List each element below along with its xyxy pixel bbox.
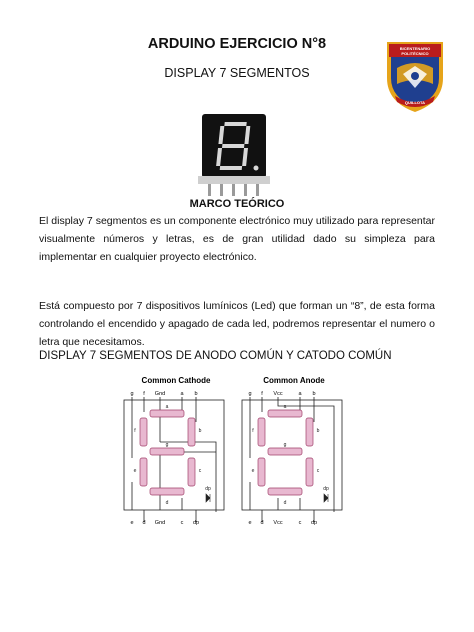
svg-text:d: d bbox=[260, 520, 264, 526]
school-logo bbox=[383, 38, 447, 114]
paragraph-1: El display 7 segmentos es un componente electrónico muy utilizado para representar visualmente números y letras, es de gran utilidad dado su simpleza para implementar en cualquier proyecto electrónico. bbox=[39, 215, 435, 263]
svg-text:b: b bbox=[198, 428, 202, 434]
svg-text:b: b bbox=[316, 428, 320, 434]
document-title: ARDUINO EJERCICIO N°8 bbox=[147, 36, 327, 52]
svg-text:g: g bbox=[248, 391, 252, 397]
ca-top-pin-labels bbox=[248, 391, 315, 397]
svg-text:a: a bbox=[283, 404, 287, 410]
svg-text:Gnd: Gnd bbox=[154, 391, 166, 397]
svg-text:Gnd: Gnd bbox=[154, 520, 166, 526]
svg-text:e: e bbox=[251, 468, 255, 474]
svg-text:Vcc: Vcc bbox=[273, 520, 283, 526]
svg-text:c: c bbox=[298, 520, 302, 526]
svg-text:a: a bbox=[165, 404, 169, 410]
cc-bottom-pin-labels bbox=[130, 520, 199, 526]
common-cathode-diagram bbox=[120, 372, 232, 528]
svg-text:dp: dp bbox=[310, 520, 318, 526]
svg-text:g: g bbox=[165, 442, 169, 448]
svg-text:c: c bbox=[316, 468, 320, 474]
seven-segment-display-image bbox=[196, 110, 276, 198]
svg-text:f: f bbox=[252, 428, 254, 434]
svg-text:c: c bbox=[180, 520, 184, 526]
document-subtitle: DISPLAY 7 SEGMENTOS bbox=[164, 66, 310, 80]
diagram-heading: DISPLAY 7 SEGMENTOS DE ANODO COMÚN Y CATODO COMÚN bbox=[39, 350, 392, 362]
logo-text-top: BICENTENARIO bbox=[399, 46, 431, 51]
svg-text:b: b bbox=[194, 391, 198, 397]
svg-text:POLITÉCNICO: POLITÉCNICO bbox=[401, 51, 429, 56]
logo-text-bottom: QUILLOTA bbox=[404, 100, 426, 105]
paragraph-2: Está compuesto por 7 dispositivos lumínicos (Led) que forman un “8”, de esta forma controlando el encendido y apagado de cada led, podremos representar el numero o letra que necesitamos. bbox=[39, 300, 435, 348]
svg-text:f: f bbox=[261, 391, 263, 397]
svg-text:c: c bbox=[198, 468, 202, 474]
svg-text:b: b bbox=[312, 391, 316, 397]
section-heading: MARCO TEÓRICO bbox=[189, 198, 285, 210]
svg-text:dp: dp bbox=[323, 486, 329, 492]
svg-text:g: g bbox=[283, 442, 287, 448]
common-anode-diagram bbox=[238, 372, 350, 528]
svg-text:e: e bbox=[130, 520, 134, 526]
common-cathode-title: Common Cathode bbox=[141, 376, 211, 385]
svg-text:dp: dp bbox=[192, 520, 200, 526]
svg-text:a: a bbox=[298, 391, 302, 397]
svg-text:f: f bbox=[143, 391, 145, 397]
svg-text:e: e bbox=[248, 520, 252, 526]
svg-text:a: a bbox=[180, 391, 184, 397]
svg-text:Vcc: Vcc bbox=[273, 391, 283, 397]
cc-top-pin-labels bbox=[130, 391, 197, 397]
svg-text:d: d bbox=[142, 520, 146, 526]
svg-text:f: f bbox=[134, 428, 136, 434]
svg-text:d: d bbox=[283, 500, 287, 506]
svg-text:e: e bbox=[133, 468, 137, 474]
svg-text:d: d bbox=[165, 500, 169, 506]
svg-text:dp: dp bbox=[205, 486, 211, 492]
common-anode-title: Common Anode bbox=[263, 376, 325, 385]
ca-bottom-pin-labels bbox=[248, 520, 317, 526]
svg-text:g: g bbox=[130, 391, 134, 397]
